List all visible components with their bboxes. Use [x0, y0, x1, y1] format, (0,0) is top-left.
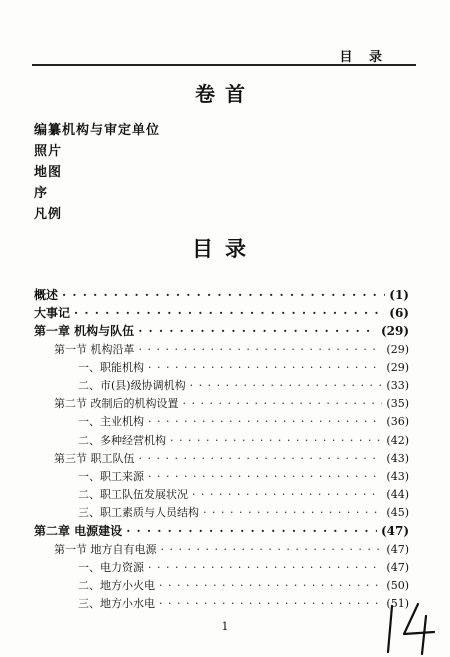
- toc-entry-page: (50): [386, 579, 409, 592]
- toc-entry-label: 概述: [34, 288, 59, 302]
- toc-entry: [34, 432, 409, 450]
- toc-entry: [34, 559, 409, 577]
- toc-entry: [34, 322, 409, 340]
- toc-entry-page: (29): [380, 324, 409, 339]
- toc-entry-label: 第二章 电源建设: [34, 524, 123, 539]
- front-matter-item: 凡例: [34, 207, 63, 222]
- toc-entry-page: (51): [386, 597, 409, 611]
- toc-entry-page: (36): [386, 415, 409, 429]
- toc-entry-label: 第三节 职工队伍: [54, 451, 135, 465]
- toc-entry-page: (29): [386, 342, 409, 356]
- toc-entry: [34, 577, 409, 595]
- toc-entry: [34, 522, 409, 540]
- toc-entry-page: (44): [386, 488, 409, 502]
- toc-entry-page: (43): [386, 469, 409, 483]
- toc-entry: [34, 413, 409, 431]
- toc-entry-label: 一、职工来源: [78, 469, 144, 483]
- toc-leader-dots: [126, 522, 377, 540]
- toc-leader-dots: [148, 468, 382, 486]
- toc-leader-dots: [148, 359, 382, 377]
- toc-entry-label: 大事记: [34, 306, 71, 321]
- toc-entry-page: (47): [386, 542, 409, 556]
- toc-entry-label: 三、地方小水电: [78, 597, 155, 611]
- toc-leader-dots: [139, 341, 383, 359]
- toc-leader-dots: [74, 304, 385, 322]
- toc-leader-dots: [148, 413, 382, 431]
- toc-leader-dots: [190, 377, 383, 395]
- toc-leader-dots: [159, 595, 382, 613]
- front-matter-item: 地图: [34, 165, 63, 180]
- toc-entry-page: (45): [386, 506, 409, 520]
- toc-entry-page: (43): [386, 451, 409, 465]
- toc-entry: [34, 486, 409, 504]
- toc-entry-label: 三、职工素质与人员结构: [78, 506, 199, 520]
- toc-entry: [34, 504, 409, 522]
- toc-entry: [34, 595, 409, 613]
- handwritten-note-14: [382, 600, 442, 655]
- toc-entry-label: 第一章 机构与队伍: [34, 324, 135, 339]
- toc-entry-page: (47): [386, 560, 409, 574]
- toc-entry-label: 二、职工队伍发展状况: [78, 488, 188, 502]
- page-number: 1: [221, 620, 229, 633]
- toc-entry-page: (6): [389, 306, 409, 321]
- toc-leader-dots: [170, 432, 382, 450]
- toc-entry: [34, 468, 409, 486]
- toc-entry-label: 一、电力资源: [78, 560, 144, 574]
- toc-entry: [34, 286, 409, 304]
- toc-leader-dots: [138, 322, 377, 340]
- front-matter-item: 序: [34, 186, 49, 201]
- toc-entry-page: (47): [380, 524, 409, 539]
- toc-entry: [34, 541, 409, 559]
- toc-entry-page: (33): [386, 378, 409, 392]
- toc-leader-dots: [139, 450, 383, 468]
- header-rule: [32, 64, 416, 66]
- toc-entry-label: 一、职能机构: [78, 360, 144, 374]
- toc-entry-label: 二、市(县)级协调机构: [78, 378, 186, 392]
- toc-entry-label: 第一节 地方自有电源: [54, 542, 157, 556]
- running-head: 目 录: [339, 50, 388, 65]
- toc-entry-page: (42): [386, 433, 409, 447]
- toc-entry: [34, 304, 409, 322]
- toc-entry: [34, 341, 409, 359]
- toc-entry: [34, 450, 409, 468]
- toc-entry-page: (35): [386, 397, 409, 411]
- toc-entry-page: (1): [389, 288, 409, 302]
- toc-entry: [34, 359, 409, 377]
- front-matter-item: 照片: [34, 144, 63, 159]
- toc-leader-dots: [192, 486, 382, 504]
- toc-leader-dots: [148, 559, 382, 577]
- toc-title: 目录: [192, 236, 258, 261]
- toc-leader-dots: [62, 286, 385, 304]
- front-matter-item: 编纂机构与审定单位: [34, 123, 161, 138]
- toc-leader-dots: [203, 504, 382, 522]
- toc-entry: [34, 395, 409, 413]
- toc-entry-label: 第二节 改制后的机构设置: [54, 397, 179, 411]
- toc-entry-label: 一、主业机构: [78, 415, 144, 429]
- toc-entry-label: 第一节 机构沿革: [54, 342, 135, 356]
- toc-list: [34, 286, 409, 613]
- front-matter-list: [34, 120, 160, 225]
- toc-entry-label: 二、地方小火电: [78, 579, 155, 592]
- front-matter-title: 卷首: [195, 82, 255, 106]
- toc-leader-dots: [183, 395, 383, 413]
- toc-entry-label: 二、多种经营机构: [78, 433, 166, 447]
- toc-entry-page: (29): [386, 360, 409, 374]
- toc-leader-dots: [161, 541, 383, 559]
- toc-entry: [34, 377, 409, 395]
- toc-leader-dots: [159, 577, 382, 595]
